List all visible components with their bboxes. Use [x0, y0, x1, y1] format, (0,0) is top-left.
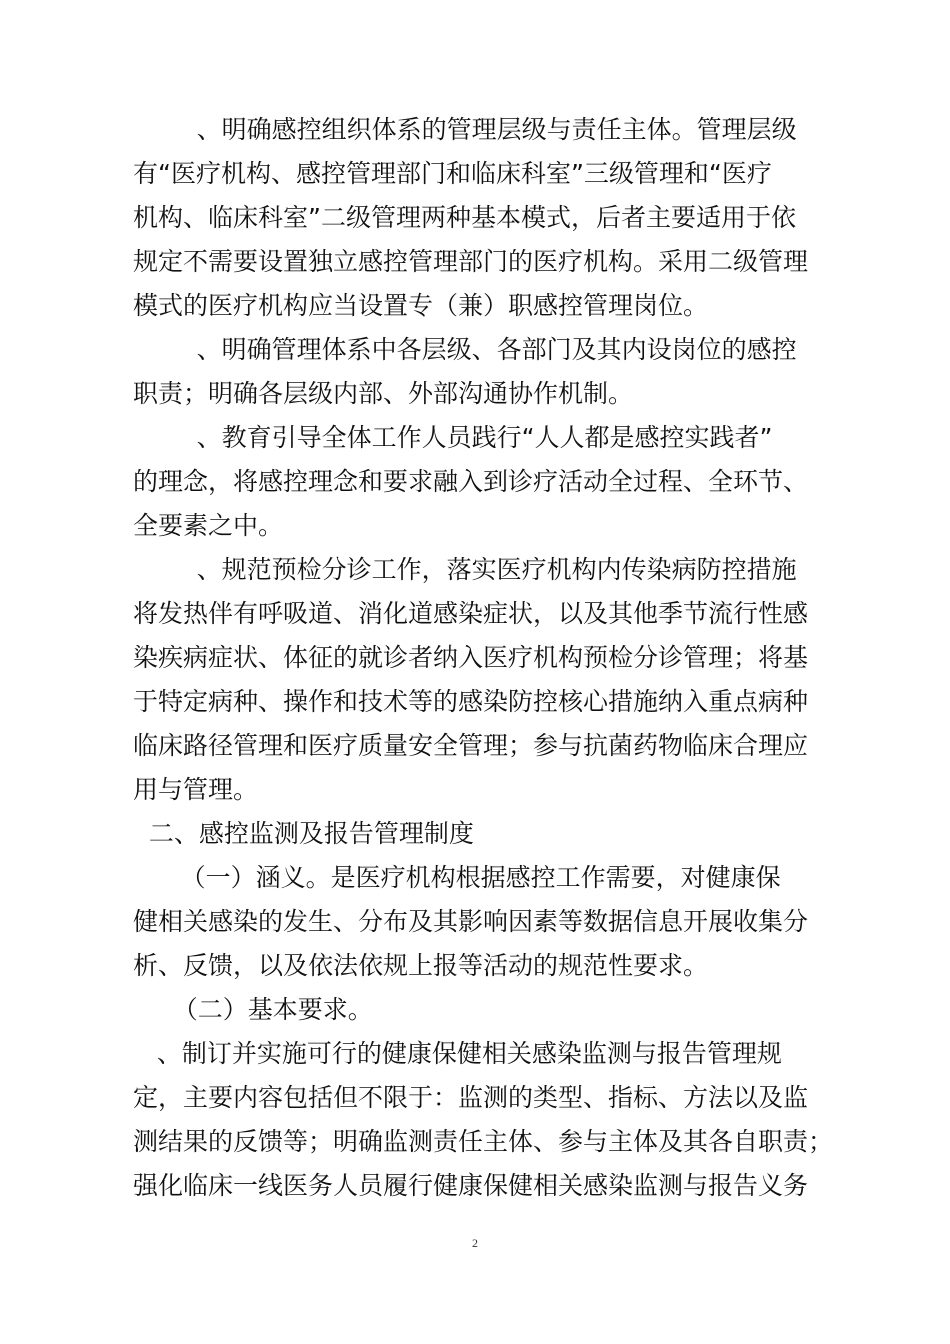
text-line: 析、反馈，以及依法依规上报等活动的规范性要求。 — [133, 951, 709, 980]
text-line: 健相关感染的发生、分布及其影响因素等数据信息开展收集分 — [133, 907, 809, 936]
section-heading: 二、感控监测及报告管理制度 — [133, 819, 474, 848]
text-line: 、规范预检分诊工作，落实医疗机构内传染病防控措施 — [133, 555, 797, 584]
page-number: 2 — [472, 1236, 478, 1250]
text-line: 于特定病种、操作和技术等的感染防控核心措施纳入重点病种 — [133, 687, 809, 716]
text-line: 、明确管理体系中各层级、各部门及其内设岗位的感控 — [133, 335, 797, 364]
text-line: 全要素之中。 — [133, 511, 284, 540]
text-line: 、制订并实施可行的健康保健相关感染监测与报告管理规 — [133, 1039, 782, 1068]
text-line: （一）涵义。是医疗机构根据感控工作需要，对健康保 — [133, 863, 781, 892]
text-line: 临床路径管理和医疗质量安全管理；参与抗菌药物临床合理应 — [133, 731, 809, 760]
text-line: 、教育引导全体工作人员践行“人人都是感控实践者” — [133, 423, 773, 452]
text-line: 有“医疗机构、感控管理部门和临床科室”三级管理和“医疗 — [133, 159, 772, 188]
text-line: 强化临床一线医务人员履行健康保健相关感染监测与报告义务 — [133, 1171, 809, 1200]
text-line: 测结果的反馈等；明确监测责任主体、参与主体及其各自职责； — [133, 1127, 833, 1156]
text-line: 规定不需要设置独立感控管理部门的医疗机构。采用二级管理 — [133, 247, 809, 276]
text-line: 的理念，将感控理念和要求融入到诊疗活动全过程、全环节、 — [133, 467, 809, 496]
text-line: 职责；明确各层级内部、外部沟通协作机制。 — [133, 379, 634, 408]
subsection-heading: （二）基本要求。 — [133, 995, 373, 1024]
text-line: 机构、临床科室”二级管理两种基本模式，后者主要适用于依 — [133, 203, 796, 232]
text-line: 定，主要内容包括但不限于：监测的类型、指标、方法以及监 — [133, 1083, 809, 1112]
document-body — [133, 108, 833, 1208]
text-line: 染疾病症状、体征的就诊者纳入医疗机构预检分诊管理；将基 — [133, 643, 809, 672]
text-line: 将发热伴有呼吸道、消化道感染症状，以及其他季节流行性感 — [133, 599, 809, 628]
text-line: 用与管理。 — [133, 775, 259, 804]
text-line: 模式的医疗机构应当设置专（兼）职感控管理岗位。 — [133, 291, 709, 320]
text-line: 、明确感控组织体系的管理层级与责任主体。管理层级 — [133, 115, 797, 144]
